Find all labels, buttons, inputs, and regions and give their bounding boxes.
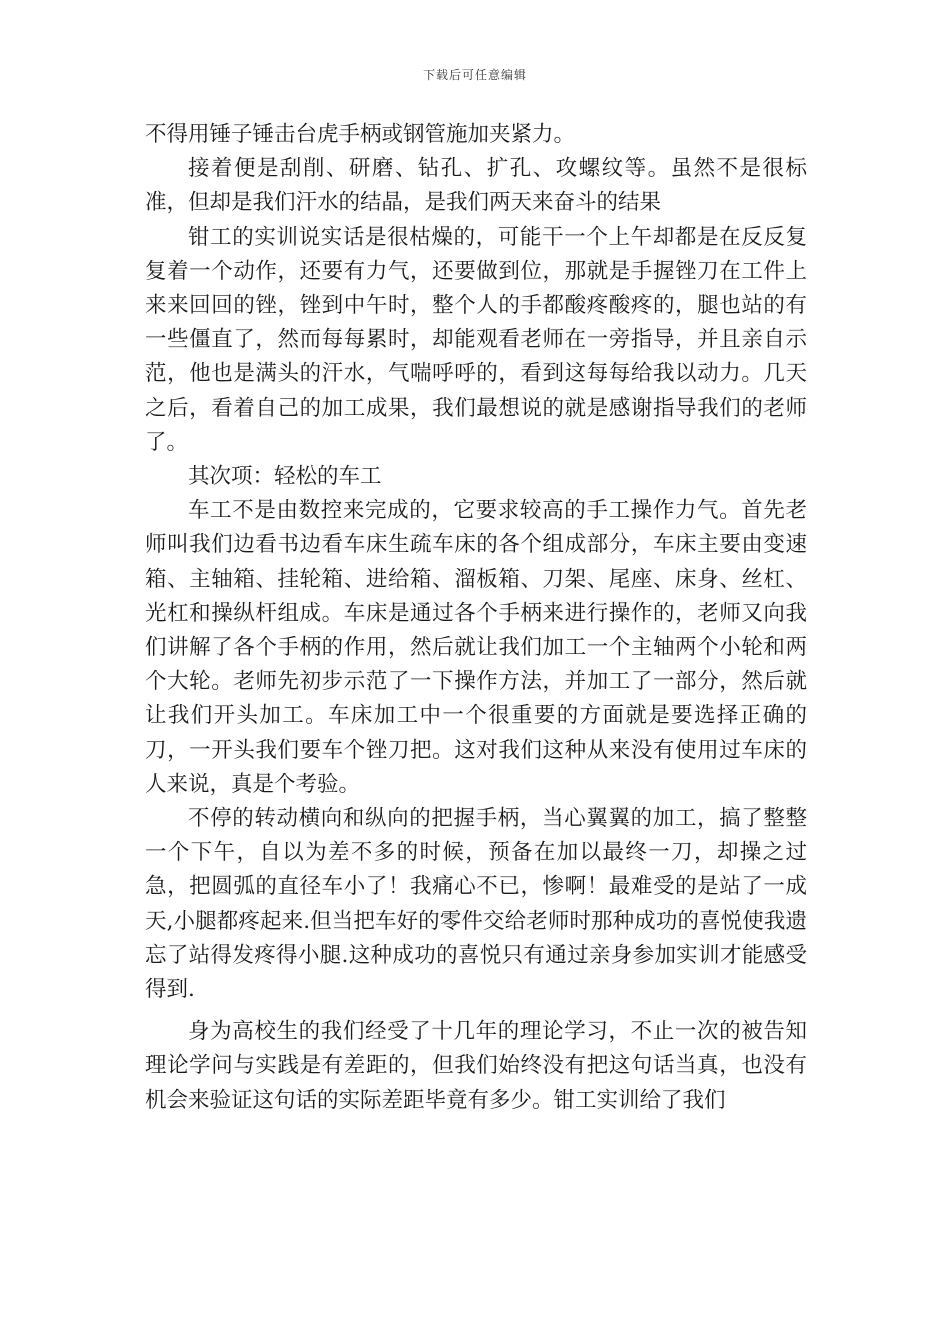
document-body xyxy=(145,118,807,1118)
section-heading: 其次项：轻松的车工 xyxy=(188,464,382,490)
page-header: 下载后可任意编辑 xyxy=(422,68,527,82)
paragraph-5: 不停的转动横向和纵向的把握手柄，当心翼翼的加工，搞了整整一个下午，自以为差不多的时候，预备在加以最终一刀，却操之过急，把圆弧的直径车小了！我痛心不已，惨啊！最难受的是站了一成天,小腿都疼起来.但当把车好的零件交给老师时那种成功的喜悦使我遗忘了站得发疼得小腿.这种成功的喜悦只有通过亲身参加实训才能感受得到. xyxy=(145,806,807,1003)
paragraph-2: 接着便是刮削、研磨、钻孔、扩孔、攻螺纹等。虽然不是很标准，但却是我们汗水的结晶，是我们两天来奋斗的结果 xyxy=(145,156,807,216)
paragraph-1: 不得用锤子锤击台虎手柄或钢管施加夹紧力。 xyxy=(145,122,576,147)
paragraph-4: 车工不是由数控来完成的，它要求较高的手工操作力气。首先老师叫我们边看书边看车床生疏车床的各个组成部分，车床主要由变速箱、主轴箱、挂轮箱、进给箱、溜板箱、刀架、尾座、床身、丝杠、光杠和操纵杆组成。车床是通过各个手柄来进行操作的，老师又向我们讲解了各个手柄的作用，然后就让我们加工一个主轴两个小轮和两个大轮。老师先初步示范了一下操作方法，并加工了一部分，然后就让我们开头加工。车床加工中一个很重要的方面就是要选择正确的刀，一开头我们要车个锉刀把。这对我们这种从来没有使用过车床的人来说，真是个考验。 xyxy=(145,498,807,797)
paragraph-3: 钳工的实训说实话是很枯燥的，可能干一个上午却都是在反反复复着一个动作，还要有力气，还要做到位，那就是手握锉刀在工件上来来回回的锉，锉到中午时，整个人的手都酸疼酸疼的，腿也站的有一些僵直了，然而每每累时，却能观看老师在一旁指导，并且亲自示范，他也是满头的汗水，气喘呼呼的，看到这每每给我以动力。几天之后，看着自己的加工成果，我们最想说的就是感谢指导我们的老师了。 xyxy=(145,224,807,455)
paragraph-6: 身为高校生的我们经受了十几年的理论学习，不止一次的被告知理论学问与实践是有差距的，但我们始终没有把这句话当真，也没有机会来验证这句话的实际差距毕竟有多少。钳工实训给了我们 xyxy=(145,1019,807,1113)
